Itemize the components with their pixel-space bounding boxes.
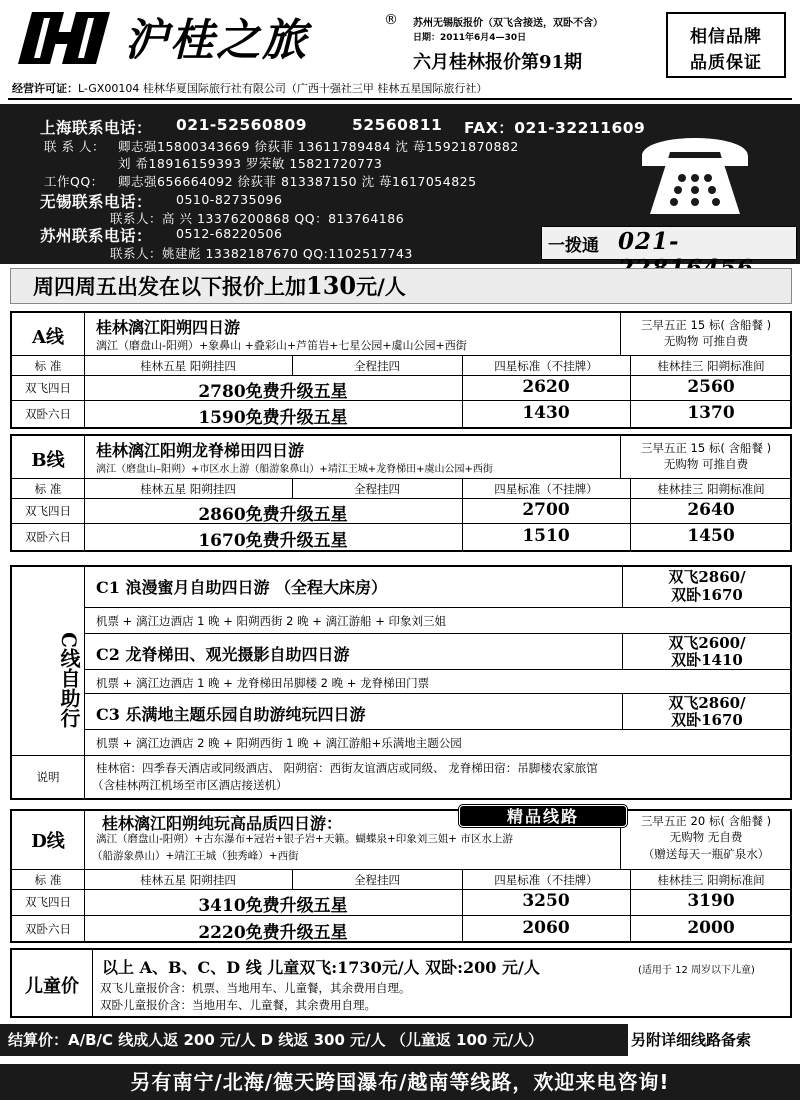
line-b-price-flight-upgrade: 2860免费升级五星 xyxy=(198,505,348,525)
c1-price-train: 双卧1670 xyxy=(671,586,743,604)
settlement-bar xyxy=(0,1024,800,1056)
line-b-price-flight-3: 2640 xyxy=(687,500,735,520)
c2-price-train: 双卧1410 xyxy=(671,651,743,669)
line-a-title: 桂林漓江阳朔四日游 xyxy=(96,318,241,337)
line-d-header-std: 标 准 xyxy=(34,873,62,887)
child-price-label: 儿童价 xyxy=(25,976,79,997)
line-b-header-5star: 桂林五星 阳朔挂四 xyxy=(140,482,236,496)
line-b-header-3: 桂林挂三 阳朔标准间 xyxy=(657,482,765,496)
c3-title: C3 乐满地主题乐园自助游纯玩四日游 xyxy=(96,705,366,724)
contacts-row-2: 刘 希18916159393 罗荣敏 15821720773 xyxy=(118,156,383,171)
line-d-header-5star: 桂林五星 阳朔挂四 xyxy=(140,873,236,887)
line-b-price-train-4star: 1510 xyxy=(522,526,570,546)
line-d-dep-train: 双卧六日 xyxy=(25,922,71,936)
line-d-price-train-3: 2000 xyxy=(687,918,735,938)
line-a-price-train-upgrade: 1590免费升级五星 xyxy=(198,408,348,428)
line-a-box xyxy=(10,311,792,429)
edition-note: 苏州无锡版报价（双飞含接送，双卧不含） xyxy=(413,18,603,29)
line-b-route: 漓江（磨盘山–阳朔）+市区水上游（船游象鼻山）+靖江王城+龙脊梯田+虞山公园+西街 xyxy=(96,464,493,475)
line-a-price-flight-3: 2560 xyxy=(687,377,735,397)
line-a-dep-train: 双卧六日 xyxy=(25,407,71,421)
shanghai-phone-label: 上海联系电话： xyxy=(40,119,153,137)
line-d-title: 桂林漓江阳朔纯玩高品质四日游： xyxy=(102,814,343,833)
c2-detail: 机票 + 漓江边酒店 1 晚 + 龙脊梯田吊脚楼 2 晚 + 龙脊梯田门票 xyxy=(96,676,430,690)
hotline-number: 021- xyxy=(618,228,680,255)
surcharge-amount: 130 xyxy=(306,271,357,300)
c1-detail: 机票 + 漓江边酒店 1 晚 + 阳朔西街 2 晚 + 漓江游船 + 印象刘三姐 xyxy=(96,614,447,628)
line-c-note-label: 说明 xyxy=(36,770,60,784)
motto-line-1: 相信品牌 xyxy=(690,27,762,47)
licence-label: 经营许可证： xyxy=(12,82,78,95)
line-b-header-std: 标 准 xyxy=(34,482,62,496)
child-price-flight-detail: 双飞儿童报价含：机票、当地用车、儿童餐，其余费用自理。 xyxy=(100,981,411,995)
line-b-price-train-3: 1450 xyxy=(687,526,735,546)
line-a-header-3: 桂林挂三 阳朔标准间 xyxy=(657,359,765,373)
surcharge-text-a: 周四周五出发在以下报价上加 xyxy=(33,274,306,299)
line-c-note-2: （含桂林两江机场至市区酒店接送机） xyxy=(92,778,288,792)
hotline-label: 一拨通 xyxy=(548,236,599,256)
suzhou-contact: 联系人：姚建彪 13382187670 QQ:1102517743 xyxy=(110,246,413,261)
line-b-header-4: 全程挂四 xyxy=(354,482,400,496)
line-d-route-2: （船游象鼻山）+靖江王城（独秀峰）+西街 xyxy=(92,850,299,862)
line-b-side-2: 无购物 可推自费 xyxy=(663,457,749,471)
wuxi-phone: 0510-82735096 xyxy=(176,192,283,207)
line-d-route-1: 漓江（磨盘山-阳朔）+古东瀑布+冠岩+银子岩+天籁。蝴蝶泉+印象刘三姐+ 市区水上游 xyxy=(96,833,513,845)
licence-line xyxy=(12,80,487,96)
bottom-banner: 另有南宁/北海/德天跨国瀑布/越南等线路，欢迎来电咨询! xyxy=(0,1064,800,1100)
fax-number: FAX：021-32211609 xyxy=(464,119,646,137)
line-d-price-flight-upgrade: 3410免费升级五星 xyxy=(198,896,348,916)
line-b-label: B线 xyxy=(31,450,65,471)
date-range: 日期：2011年6月4—30日 xyxy=(413,33,527,43)
shanghai-phone-1: 021-52560809 xyxy=(176,116,308,134)
shanghai-phone-2: 52560811 xyxy=(352,116,443,134)
line-a-side-2: 无购物 可推自费 xyxy=(663,334,749,348)
line-a-route: 漓江（磨盘山-阳朔）+象鼻山 +叠彩山+芦笛岩+七星公园+虞山公园+西街 xyxy=(96,339,467,352)
c3-price-flight: 双飞2860/ xyxy=(668,694,746,712)
line-d-price-train-4star: 2060 xyxy=(522,918,570,938)
line-a-header-std: 标 准 xyxy=(34,359,62,373)
motto-box xyxy=(666,12,786,78)
line-a-header-4: 全程挂四 xyxy=(354,359,400,373)
line-b-price-flight-4star: 2700 xyxy=(522,500,570,520)
line-d-price-train-upgrade: 2220免费升级五星 xyxy=(198,923,348,943)
licence-text: L-GX00104 桂林华夏国际旅行社有限公司（广西十强社三甲 桂林五星国际旅行社） xyxy=(78,82,488,95)
line-a-side-1: 三早五正 15 标( 含船餐 ) xyxy=(640,318,772,332)
line-b-header-4star: 四星标准（不挂牌） xyxy=(494,482,598,496)
brand-name: 沪桂之旅 xyxy=(124,15,308,66)
c3-price-train: 双卧1670 xyxy=(671,711,743,729)
wuxi-contact: 联系人：高 兴 13376200868 QQ：813764186 xyxy=(110,211,405,226)
line-b-dep-flight: 双飞四日 xyxy=(25,504,71,518)
premium-badge: 精品线路 xyxy=(459,805,627,827)
line-c-box xyxy=(10,565,792,800)
c2-price-flight: 双飞2600/ xyxy=(668,634,746,652)
header xyxy=(0,0,800,100)
line-b-side-1: 三早五正 15 标( 含船餐 ) xyxy=(640,441,772,455)
attached-itinerary-note: 另附详细线路备索 xyxy=(628,1024,800,1056)
c1-title: C1 浪漫蜜月自助四日游 （全程大床房） xyxy=(96,578,388,597)
child-price-note: (适用于 12 周岁以下儿童) xyxy=(638,965,755,976)
line-d-label: D线 xyxy=(31,831,65,852)
suzhou-phone-label: 苏州联系电话： xyxy=(40,227,153,245)
motto-line-2: 品质保证 xyxy=(690,53,762,73)
settlement-text: 结算价：A/B/C 线成人返 200 元/人 D 线返 300 元/人 （儿童返 100 元/人） xyxy=(8,1031,544,1049)
wuxi-phone-label: 无锡联系电话： xyxy=(40,193,153,211)
line-d-dep-flight: 双飞四日 xyxy=(25,895,71,909)
line-d-side-3: （赠送每天一瓶矿泉水） xyxy=(642,847,770,861)
c3-detail: 机票 + 漓江边酒店 2 晚 + 阳朔西街 1 晚 + 漓江游船+乐满地主题公园 xyxy=(96,736,462,750)
line-a-header-5star: 桂林五星 阳朔挂四 xyxy=(140,359,236,373)
line-d-header-3: 桂林挂三 阳朔标准间 xyxy=(657,873,765,887)
hotline-box xyxy=(541,226,797,260)
line-b-dep-train: 双卧六日 xyxy=(25,530,71,544)
registered-mark: ® xyxy=(384,12,398,28)
telephone-icon xyxy=(636,126,754,218)
contacts-row-1: 卿志强15800343669 徐荻菲 13611789484 沈 苺15921870882 xyxy=(118,139,519,154)
line-d-price-flight-4star: 3250 xyxy=(522,891,570,911)
c2-title: C2 龙脊梯田、观光摄影自助四日游 xyxy=(96,645,350,664)
line-d-header-4star: 四星标准（不挂牌） xyxy=(494,873,598,887)
line-d-header-4: 全程挂四 xyxy=(354,873,400,887)
line-c-label: C线自助行 xyxy=(57,632,81,728)
contacts-label: 联 系 人： xyxy=(44,139,105,154)
logo-icon xyxy=(14,8,118,68)
line-b-box xyxy=(10,434,792,552)
line-d-side-1: 三早五正 20 标( 含船餐 ) xyxy=(640,814,772,828)
line-c-note-1: 桂林宿：四季春天酒店或同级酒店、 阳朔宿：西街友谊酒店或同级、 龙脊梯田宿：吊脚楼农家旅馆 xyxy=(96,761,598,775)
surcharge-banner xyxy=(10,268,792,304)
line-b-price-train-upgrade: 1670免费升级五星 xyxy=(198,531,348,551)
c1-price-flight: 双飞2860/ xyxy=(668,568,746,586)
divider xyxy=(8,98,792,100)
qq-label: 工作QQ： xyxy=(44,174,104,189)
line-d-price-flight-3: 3190 xyxy=(687,891,735,911)
line-a-price-train-4star: 1430 xyxy=(522,403,570,423)
suzhou-phone: 0512-68220506 xyxy=(176,226,283,241)
surcharge-text-b: 元/人 xyxy=(356,274,406,299)
child-price-train-detail: 双卧儿童报价含：当地用车、儿童餐，其余费用自理。 xyxy=(100,998,376,1012)
issue-title: 六月桂林报价第91期 xyxy=(413,52,583,73)
line-a-price-train-3: 1370 xyxy=(687,403,735,423)
line-d-side-2: 无购物 无自费 xyxy=(669,830,743,844)
line-b-title: 桂林漓江阳朔龙脊梯田四日游 xyxy=(96,441,305,460)
qq-row: 卿志强656664092 徐荻菲 813387150 沈 苺1617054825 xyxy=(118,174,477,189)
line-d-box xyxy=(10,809,792,943)
line-a-header-4star: 四星标准（不挂牌） xyxy=(494,359,598,373)
line-a-price-flight-4star: 2620 xyxy=(522,377,570,397)
line-a-label: A线 xyxy=(32,327,64,348)
child-price-headline: 以上 A、B、C、D 线 儿童双飞:1730元/人 双卧:200 元/人 xyxy=(102,958,540,977)
line-a-dep-flight: 双飞四日 xyxy=(25,381,71,395)
child-price-box xyxy=(10,948,792,1018)
line-a-price-flight-upgrade: 2780免费升级五星 xyxy=(198,382,348,402)
